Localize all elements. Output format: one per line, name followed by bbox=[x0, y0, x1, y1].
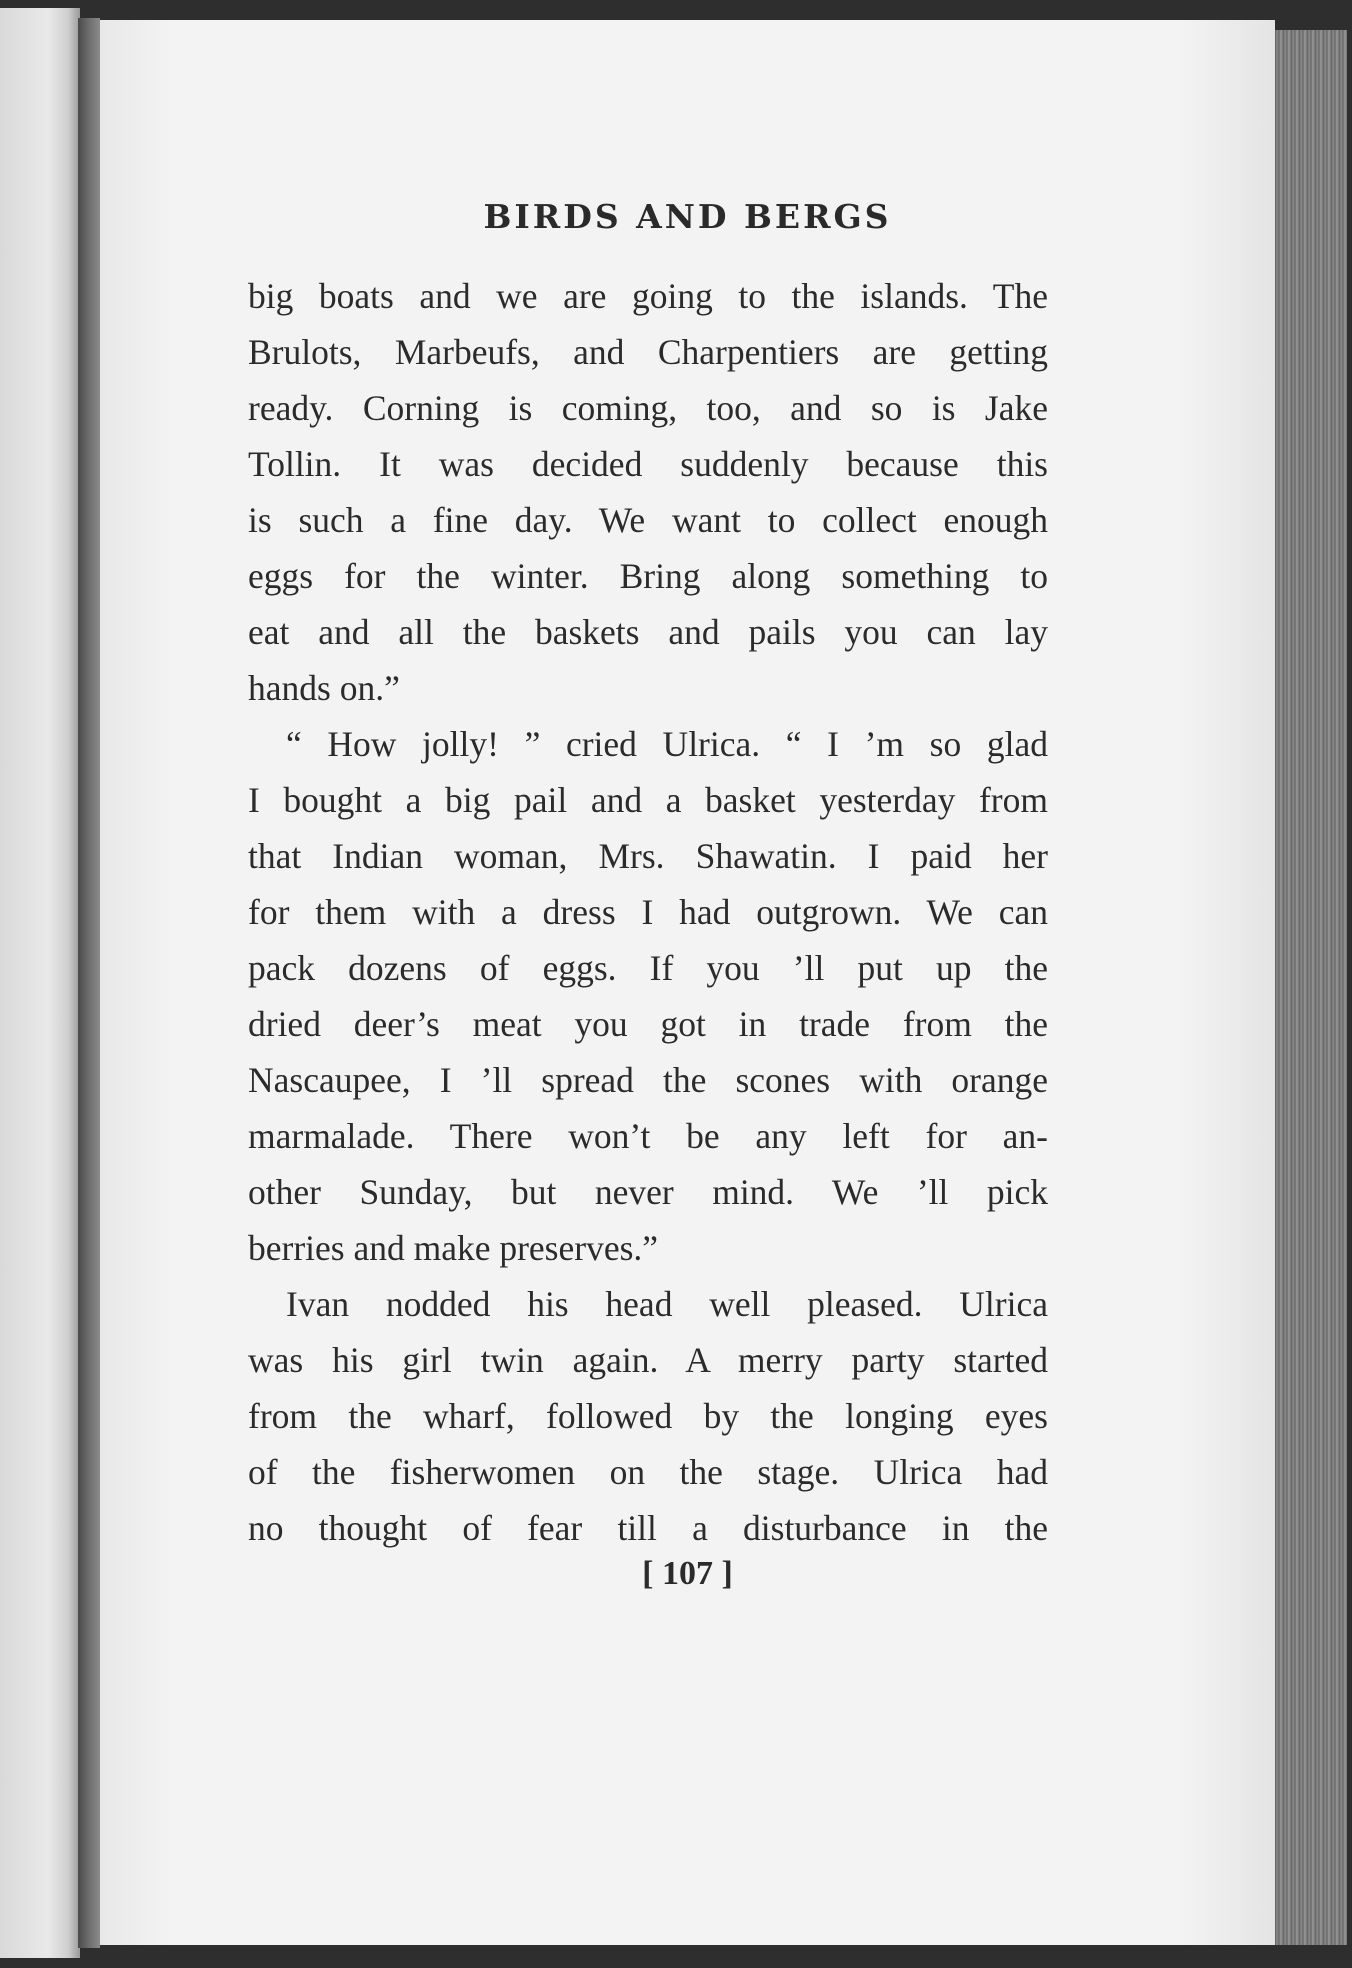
text-line: dried deer’s meat you got in trade from the bbox=[248, 1004, 1048, 1044]
text-line: from the wharf, followed by the longing eyes bbox=[248, 1396, 1048, 1436]
text-line: for them with a dress I had outgrown. We can bbox=[248, 892, 1048, 932]
text-line: Brulots, Marbeufs, and Charpentiers are getting bbox=[248, 332, 1048, 372]
text-line: eat and all the baskets and pails you can lay bbox=[248, 612, 1048, 652]
facing-page-edge bbox=[0, 8, 80, 1958]
text-line: ready. Corning is coming, too, and so is Jake bbox=[248, 388, 1048, 428]
text-line: no thought of fear till a disturbance in the bbox=[248, 1508, 1048, 1548]
text-line: big boats and we are going to the islands. The bbox=[248, 276, 1048, 316]
text-line: is such a fine day. We want to collect enough bbox=[248, 500, 1048, 540]
text-line: berries and make preserves.” bbox=[248, 1228, 659, 1268]
text-line: “ How jolly! ” cried Ulrica. “ I ’m so glad bbox=[286, 724, 1048, 764]
page-stack-edges bbox=[1275, 30, 1347, 1945]
text-line: was his girl twin again. A merry party started bbox=[248, 1340, 1048, 1380]
text-line: I bought a big pail and a basket yesterday from bbox=[248, 780, 1048, 820]
text-line: marmalade. There won’t be any left for an- bbox=[248, 1116, 1048, 1156]
text-line: pack dozens of eggs. If you ’ll put up the bbox=[248, 948, 1048, 988]
text-line: Ivan nodded his head well pleased. Ulrica bbox=[286, 1284, 1048, 1324]
page-number: [ 107 ] bbox=[642, 1555, 733, 1592]
text-line: hands on.” bbox=[248, 668, 400, 708]
text-line: of the fisherwomen on the stage. Ulrica had bbox=[248, 1452, 1048, 1492]
text-line: Tollin. It was decided suddenly because this bbox=[248, 444, 1048, 484]
body-text bbox=[248, 268, 1048, 1556]
book-gutter bbox=[78, 18, 100, 1948]
text-line: other Sunday, but never mind. We ’ll pick bbox=[248, 1172, 1048, 1212]
running-title: BIRDS AND BERGS bbox=[483, 197, 892, 236]
text-line: that Indian woman, Mrs. Shawatin. I paid her bbox=[248, 836, 1048, 876]
text-line: Nascaupee, I ’ll spread the scones with orange bbox=[248, 1060, 1048, 1100]
text-line: eggs for the winter. Bring along something to bbox=[248, 556, 1048, 596]
